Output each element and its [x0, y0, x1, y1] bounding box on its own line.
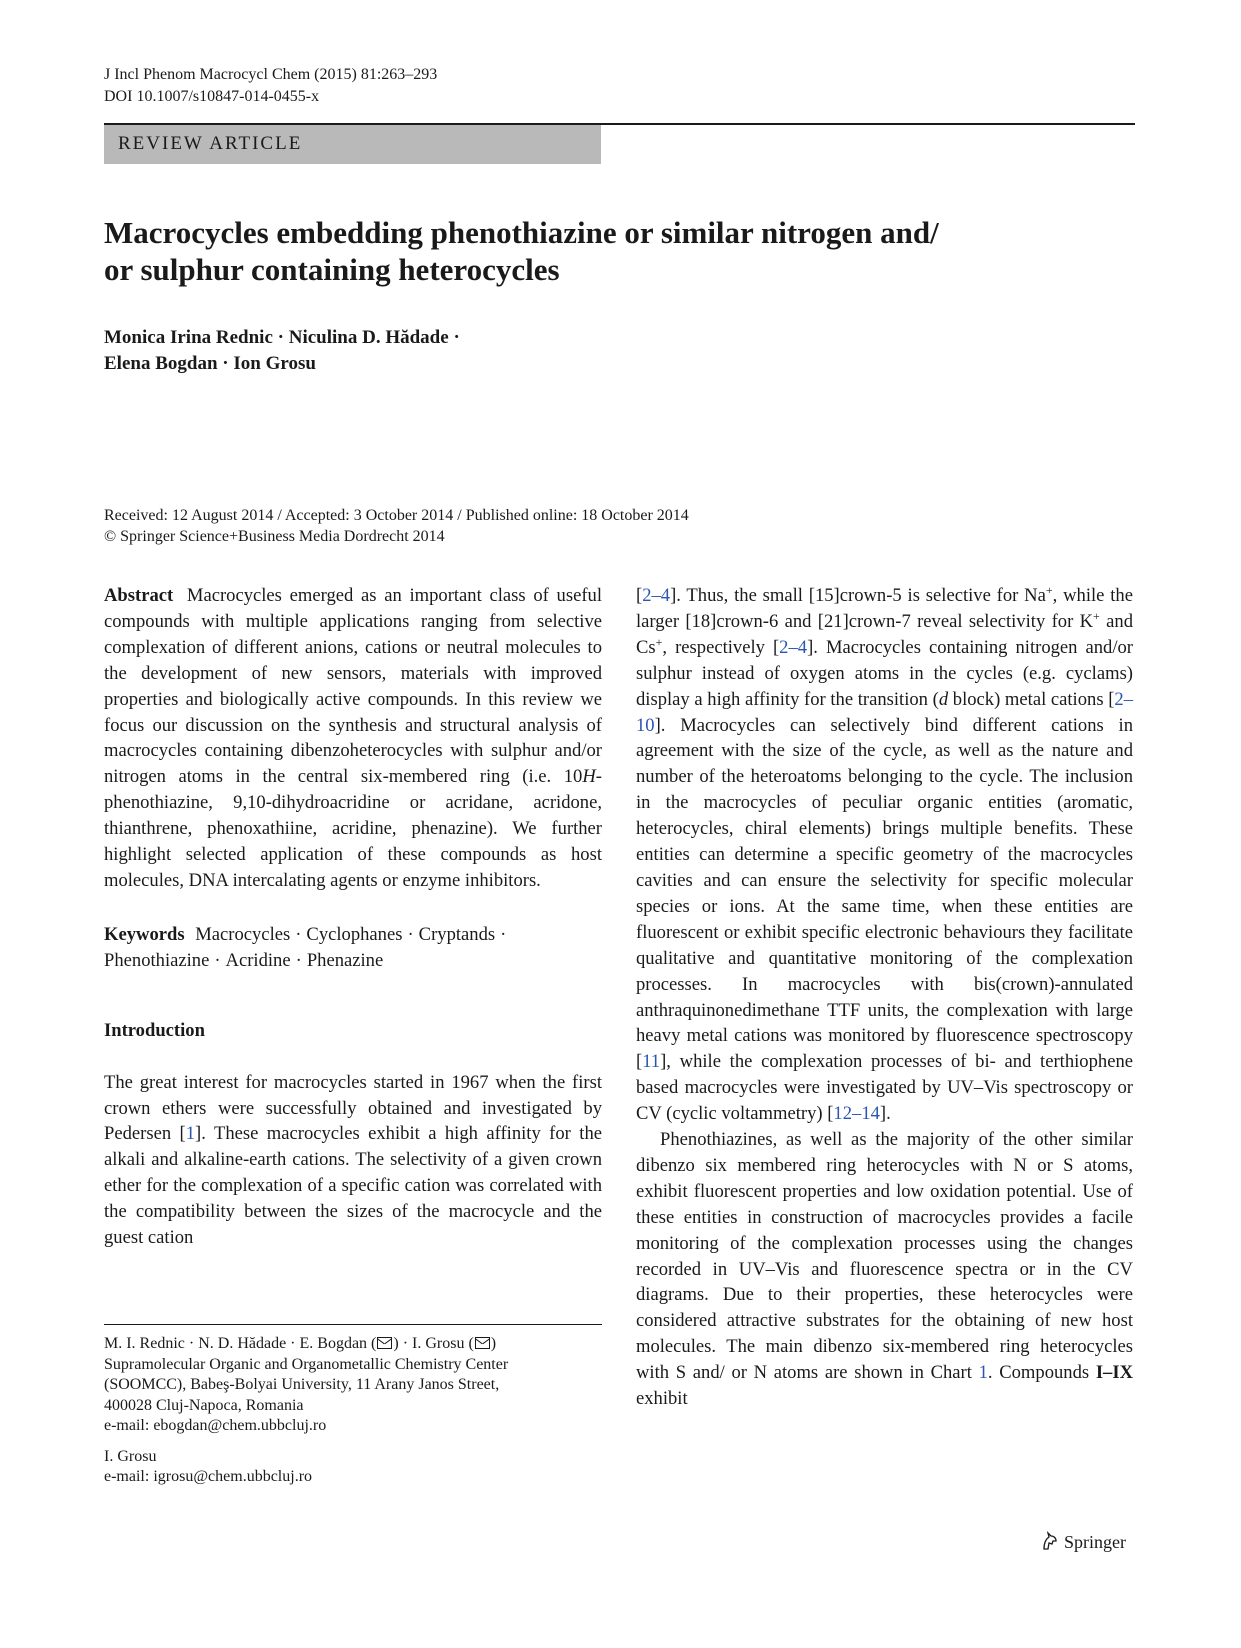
footnote-rule	[104, 1324, 602, 1325]
author-list	[104, 325, 704, 377]
email-link[interactable]: e-mail: ebogdan@chem.ubbcluj.ro	[104, 1417, 327, 1434]
title-line-1: Macrocycles embedding phenothiazine or similar nitrogen and/	[104, 215, 939, 250]
publisher-name: Springer	[1064, 1532, 1126, 1552]
author-name[interactable]: Monica Irina Rednic	[104, 327, 273, 348]
affiliation-footnote: M. I. Rednic · N. D. Hădade · E. Bogdan ( ) · I. Grosu ( ) Supramolecular Organic and Organometallic Chemistry Center (SOOMCC), Babeş-Bolyai University, 11 Arany Janos Street, 400028 Cluj-Napoca, Romania e-mail: ebogdan@chem.ubbcluj.ro I. Grosu e-mail: igrosu@chem.ubbcluj.ro	[104, 1334, 602, 1488]
keywords: Keywords Macrocycles · Cyclophanes · Cryptands · Phenothiazine · Acridine · Phenazine	[104, 923, 507, 971]
citation-link[interactable]: 2–4	[642, 585, 671, 606]
affiliation-line: (SOOMCC), Babeş-Bolyai University, 11 Arany Janos Street,	[104, 1376, 500, 1393]
intro-paragraph: The great interest for macrocycles started in 1967 when the first crown ethers were successfully obtained and investigated by Pedersen [1]. These macrocycles exhibit a high affinity for the alkali and alkaline-earth cations. The selectivity of a given crown ether for the complexation of a specific cation was correlated with the compatibility between the sizes of the macrocycle and the guest cation	[104, 1071, 602, 1249]
affiliation-line: 400028 Cluj-Napoca, Romania	[104, 1396, 304, 1414]
publication-history: Received: 12 August 2014 / Accepted: 3 October 2014 / Published online: 18 October 2014 © Springer Science+Business Media Dordrecht 2014	[104, 505, 1104, 547]
keyword[interactable]: Cryptands	[418, 923, 496, 945]
author-name[interactable]: Niculina D. Hădade	[288, 327, 449, 348]
abstract: Abstract Macrocycles emerged as an important class of useful compounds with multiple applications ranging from selective complexation of different anions, cations or neutral molecules to the development of new sensors, materials with improved properties and biologically active compounds. In this review we focus our discussion on the synthesis and structural analysis of macrocycles containing dibenzoheterocycles with sulphur and/or nitrogen atoms in the central six-membered ring (i.e. 10H-phenothiazine, 9,10-dihydroacridine or acridane, acridone, thianthrene, phenoxathiine, acridine, phenazine). We further highlight selected application of these compounds as host molecules, DNA intercalating agents or enzyme inhibitors.	[104, 585, 602, 891]
keyword[interactable]: Cyclophanes	[306, 923, 403, 945]
author-separator: ·	[277, 327, 284, 348]
email-link[interactable]: e-mail: igrosu@chem.ubbcluj.ro	[104, 1468, 313, 1485]
springer-horse-icon	[1040, 1531, 1060, 1551]
author-name[interactable]: Ion Grosu	[233, 353, 316, 374]
citation-link[interactable]: 1	[185, 1123, 196, 1145]
citation-link[interactable]: 2–10	[636, 688, 1133, 736]
abstract-label: Abstract	[104, 585, 174, 606]
journal-line: J Incl Phenom Macrocycl Chem (2015) 81:263–293	[104, 66, 438, 83]
body-paragraph: Phenothiazines, as well as the majority of the other similar dibenzo six membered ring heterocycles with N or S atoms, exhibit fluorescent properties and low oxidation potential. Use of these entities in construction of macrocycles provides a facile monitoring of the complexation processes using the changes recorded in UV–Vis and fluorescence spectra or in the CV diagrams. Due to their properties, these heterocycles were considered attractive substrates for the obtaining of new host molecules. The main dibenzo six-membered ring heterocycles with S and/ or N atoms are shown in Chart 1. Compounds I–IX exhibit	[636, 1129, 1134, 1410]
author-separator: ·	[453, 327, 460, 348]
citation-link[interactable]: 11	[642, 1051, 661, 1073]
title-line-2: or sulphur containing heterocycles	[104, 252, 560, 287]
section-heading-introduction: Introduction	[104, 1019, 205, 1041]
doi-line: DOI 10.1007/s10847-014-0455-x	[104, 88, 320, 105]
accepted-date: Accepted: 3 October 2014	[284, 507, 454, 524]
published-date: Published online: 18 October 2014	[465, 507, 689, 524]
article-type-banner	[104, 125, 601, 164]
journal-citation	[104, 64, 437, 108]
intro-paragraph-continued: [2–4]. Thus, the small [15]crown-5 is selective for Na+, while the larger [18]crown-6 and [21]crown-7 reveal selectivity for K+ and Cs+, respectively [2–4]. Macrocycles containing nitrogen and/or sulphur instead of oxygen atoms in the cycles (e.g. cyclams) display a high affinity for the transition (d block) metal cations [2–10]. Macrocycles can selectively bind different cations in agreement with the size of the cycle, as well as the nature and number of the heteroatoms belonging to the cycle. The inclusion in the macrocycles of peculiar organic entities (aromatic, heterocycles, chiral elements) brings multiple benefits. These entities can determine a specific geometry of the macrocycles cavities and can ensure the selectivity for specific molecular species or ions. At the same time, when these entities are fluorescent or exhibit specific electronic behaviours they facilitate qualitative and quantitative monitoring of the complexation processes. In macrocycles with bis(crown)-annulated anthraquinonedimethane TTF units, the complexation with large heavy metal cations was monitored by fluorescence spectroscopy [11], while the complexation processes of bi- and terthiophene based macrocycles were investigated by UV–Vis spectroscopy or CV (cyclic voltammetry) [12–14].	[636, 582, 1133, 1125]
keyword[interactable]: Phenothiazine	[104, 949, 210, 971]
left-column	[104, 583, 602, 1251]
footnote-author: I. Grosu	[104, 1447, 157, 1465]
email-envelope-icon[interactable]	[475, 1337, 490, 1349]
citation-link[interactable]: 12–14	[833, 1103, 880, 1125]
right-column	[636, 583, 1133, 1412]
citation-link[interactable]: 2–4	[779, 636, 808, 658]
chart-link[interactable]: 1	[978, 1362, 988, 1384]
keyword[interactable]: Macrocycles	[195, 923, 291, 945]
author-name[interactable]: Elena Bogdan	[104, 353, 218, 374]
received-date: Received: 12 August 2014	[104, 507, 274, 524]
keyword[interactable]: Phenazine	[306, 949, 384, 971]
article-type-label: REVIEW ARTICLE	[118, 133, 303, 154]
paper-title	[104, 214, 1064, 288]
copyright-line: © Springer Science+Business Media Dordrecht 2014	[104, 528, 445, 545]
keywords-label: Keywords	[104, 923, 185, 945]
email-envelope-icon[interactable]	[377, 1337, 392, 1349]
author-separator: ·	[222, 353, 229, 374]
keyword[interactable]: Acridine	[225, 949, 291, 971]
affiliation-line: Supramolecular Organic and Organometallic Chemistry Center	[104, 1355, 509, 1373]
publisher-mark	[1040, 1531, 1126, 1553]
